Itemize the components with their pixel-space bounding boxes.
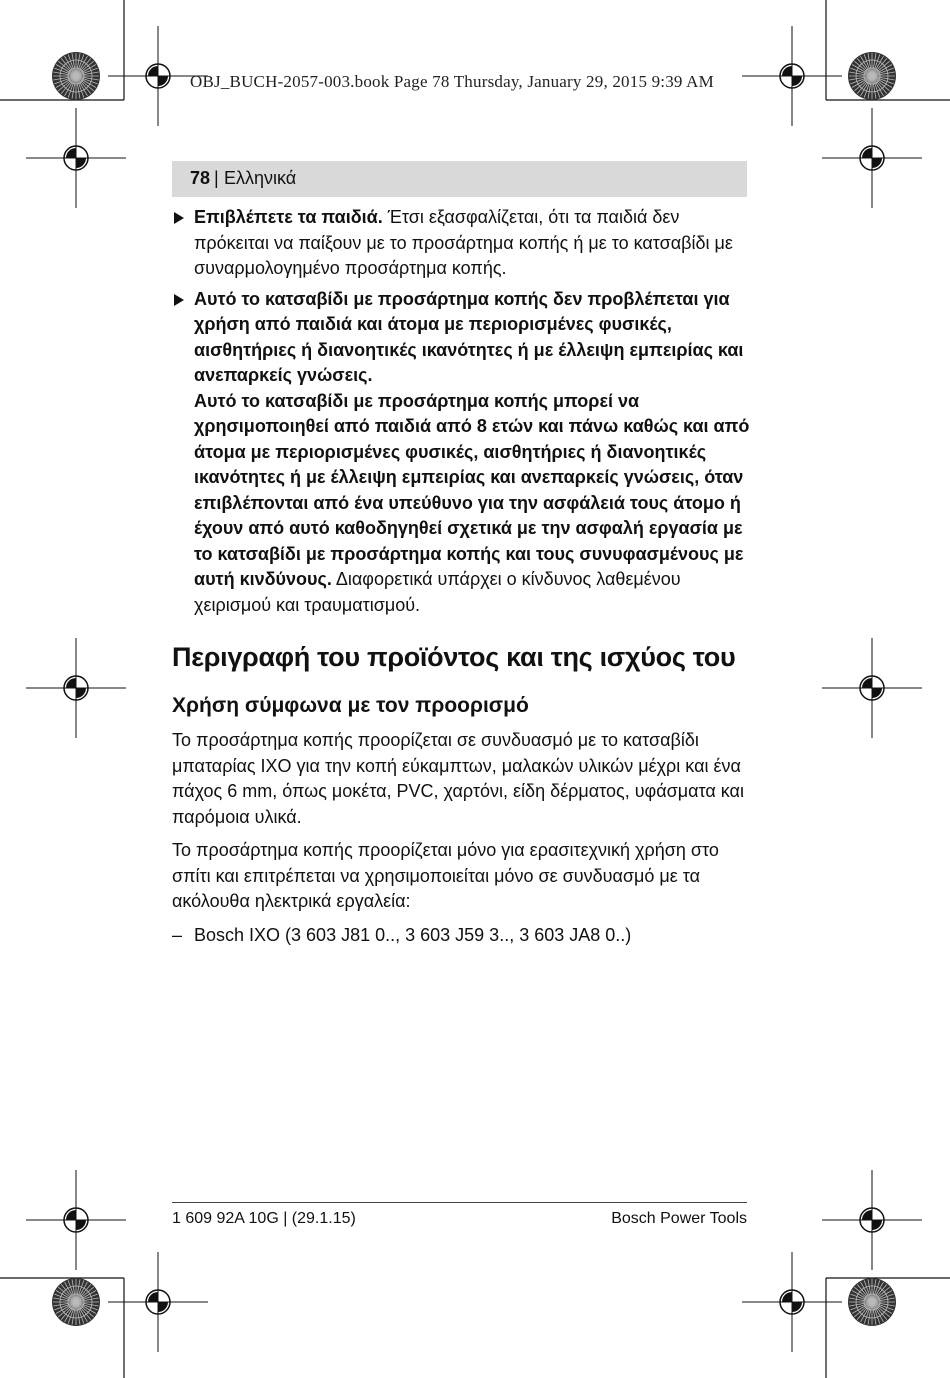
slug-line: OBJ_BUCH-2057-003.book Page 78 Thursday, January 29, 2015 9:39 AM — [190, 72, 714, 91]
registration-target-icon — [822, 1170, 922, 1270]
registration-target-icon — [742, 26, 842, 126]
dash-list-item — [172, 923, 752, 949]
triangle-bullet-icon — [174, 212, 184, 224]
paragraph: Το προσάρτημα κοπής προορίζεται σε συνδυασμό με το κατσαβίδι μπαταρίας IXO για την κοπή εύκαμπτων, μαλακών υλικών μέχρι και ένα πάχος 6 mm, όπως μοκέτα, PVC, χαρτόνι, είδη δέρματος, υφάσματα και παρόμοια υλικά. — [172, 730, 744, 827]
registration-target-icon — [26, 108, 126, 208]
page-header — [172, 161, 747, 197]
footer-doc-number: 1 609 92A 10G | (29.1.15) — [172, 1210, 356, 1227]
section-title: Ελληνικά — [224, 168, 297, 188]
triangle-bullet-icon — [174, 294, 184, 306]
bullet-bold-text: Επιβλέπετε τα παιδιά. — [194, 207, 383, 227]
registration-target-icon — [742, 1252, 842, 1352]
registration-target-icon — [822, 638, 922, 738]
bullet-bold-text-2: Αυτό το κατσαβίδι με προσάρτημα κοπής μπορεί να χρησιμοποιηθεί από παιδιά από 8 ετών και πάνω καθώς και από άτομα με περιορισμένες φυσικές, αισθητήριες ή διανοητικές ικανότητες ή με έλλειψη εμπειρίας και ανεπαρκείς γνώσεις, όταν επιβλέπονται από ένα υπεύθυνο για την ασφάλειά τους άτομο ή έχουν από αυτό καθοδηγηθεί σχετικά με την ασφαλή εργασία με το κατσαβίδι με προσάρτημα κοπής και τους συνυφασμένους με αυτή κινδύνους. — [194, 390, 750, 589]
page-body — [172, 205, 752, 948]
bullet-item — [172, 205, 752, 282]
registration-target-icon — [108, 1252, 208, 1352]
registration-target-icon — [822, 108, 922, 208]
bullet-text: Έτσι εξασφαλίζεται, ότι τα παιδιά δεν πρόκειται να παίξουν με το προσάρτημα κοπής ή με το κατσαβίδι με συναρμολογημένο προσάρτημα κοπής. — [194, 207, 733, 278]
sub-heading: Χρήση σύμφωνα με τον προορισμό — [172, 694, 529, 717]
footer-brand: Bosch Power Tools — [611, 1210, 747, 1227]
header-separator: | — [214, 168, 219, 188]
main-heading: Περιγραφή του προϊόντος και της ισχύος του — [172, 642, 736, 672]
bullet-item — [172, 287, 752, 619]
bullet-text-2: Διαφορετικά υπάρχει ο κίνδυνος λαθεμένου χειρισμού και τραυματισμού. — [194, 569, 681, 615]
paragraph: Το προσάρτημα κοπής προορίζεται μόνο για ερασιτεχνική χρήση στο σπίτι και επιτρέπεται να χρησιμοποιείται μόνο σε συνδυασμό με τα ακόλουθα ηλεκτρικά εργαλεία: — [172, 840, 719, 911]
registration-target-icon — [26, 638, 126, 738]
page-number: 78 — [190, 168, 211, 188]
dash-marker: – — [172, 924, 183, 945]
registration-target-icon — [26, 1170, 126, 1270]
dash-item-text: Bosch IXO (3 603 J81 0.., 3 603 J59 3.., 3 603 JA8 0..) — [194, 924, 632, 945]
bullet-bold-text: Αυτό το κατσαβίδι με προσάρτημα κοπής δεν προβλέπεται για χρήση από παιδιά και άτομα με περιορισμένες φυσικές, αισθητήριες ή διανοητικές ικανότητες ή με έλλειψη εμπειρίας και ανεπαρκείς γνώσεις. — [194, 288, 744, 385]
footer-rule — [172, 1202, 747, 1203]
